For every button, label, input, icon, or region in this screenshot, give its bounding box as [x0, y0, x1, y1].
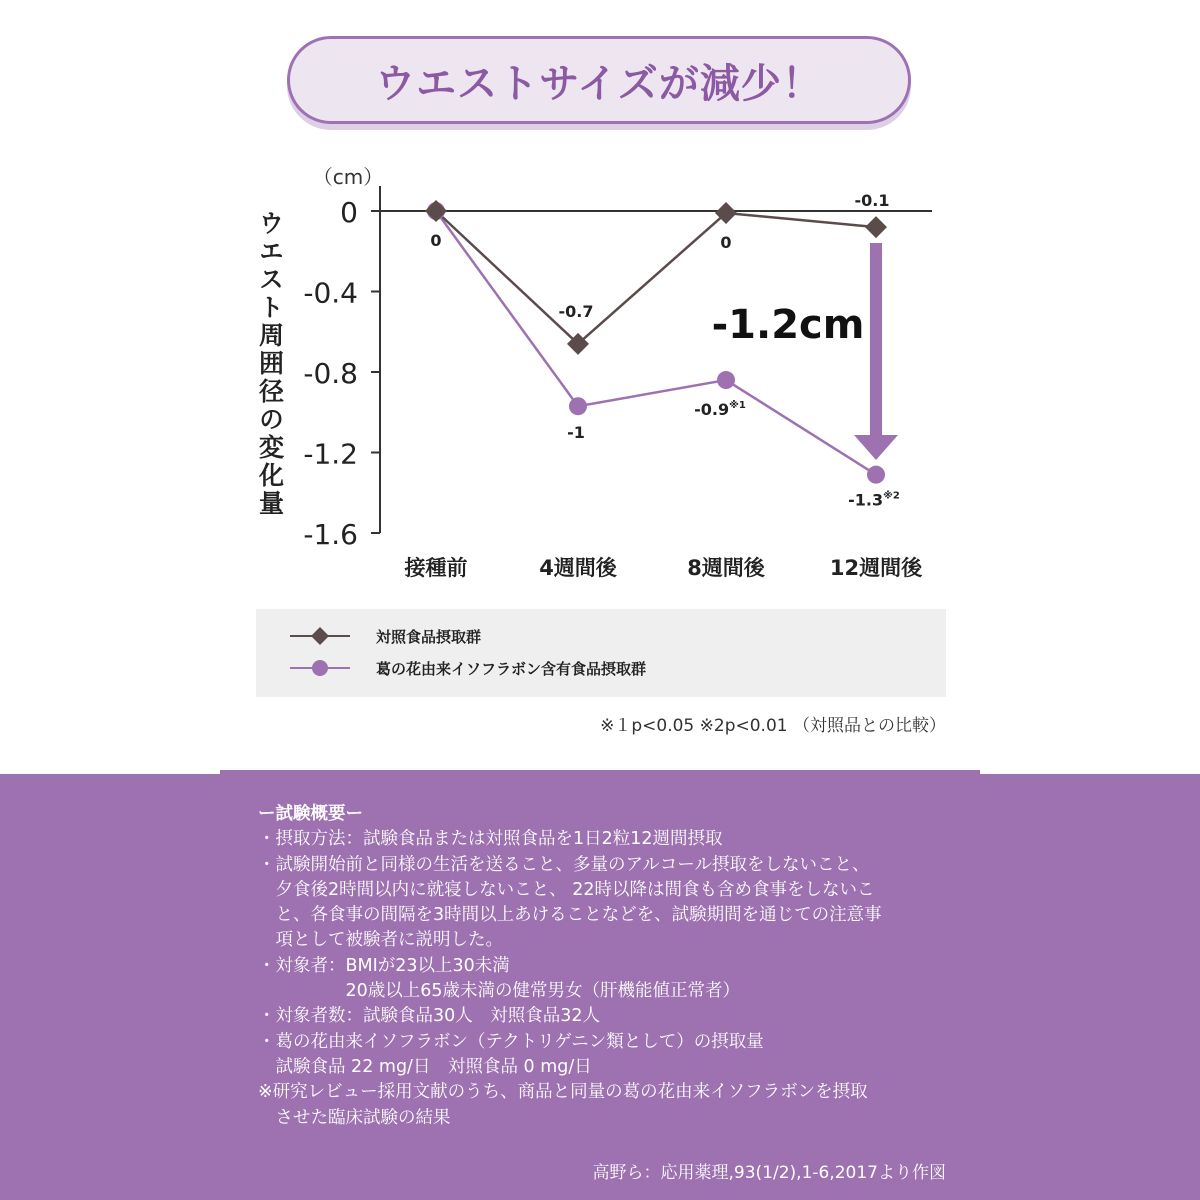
- y-tick-label: -1.6: [303, 518, 358, 551]
- summary-line: 夕食後2時間以内に就寝しないこと、 22時以降は間食も含め食事をしないこ: [258, 879, 875, 900]
- y-axis-title: ウエスト周囲径の変化量: [255, 210, 285, 518]
- summary-line: ・対象者：BMIが23以上30未満: [258, 955, 510, 976]
- data-label-control: 0: [430, 231, 442, 250]
- study-summary-text: [258, 802, 958, 1131]
- data-label-test: -1: [567, 423, 585, 443]
- data-label-control: -0.1: [854, 191, 890, 211]
- legend-label-control: 対照食品摂取群: [376, 627, 482, 646]
- y-tick-label: 0: [340, 196, 358, 229]
- data-label-control: -0.7: [558, 301, 594, 321]
- significance-footnote: ※１p<0.05 ※2p<0.01 （対照品との比較）: [600, 716, 946, 736]
- legend-circle-marker: [290, 656, 350, 680]
- summary-heading: ー試験概要ー: [258, 804, 363, 824]
- y-tick-label: -1.2: [303, 437, 358, 471]
- page-title: ウエストサイズが減少！: [375, 60, 823, 107]
- x-tick-label: 12週間後: [829, 556, 923, 580]
- waist-change-chart: [0, 150, 1200, 600]
- x-tick-label: 4週間後: [539, 556, 617, 580]
- arrow-shaft: [870, 243, 882, 440]
- series-control-point: [865, 216, 887, 238]
- summary-line: ・試験開始前と同様の生活を送ること、多量のアルコール摂取をしないこと、: [258, 854, 870, 875]
- significance-mark: ※1: [729, 400, 746, 412]
- divider: [0, 770, 220, 774]
- summary-line: と、各食事の間隔を3時間以上あけることなどを、試験期間を通じての注意事: [258, 905, 882, 926]
- data-label-test: -0.9$^{※1}$: [694, 400, 746, 420]
- y-tick-label: -0.4: [303, 276, 358, 310]
- summary-line: 項として被験者に説明した。: [258, 930, 503, 951]
- arrow-head: [854, 435, 898, 460]
- summary-line: ・対象者数：試験食品30人 対照食品32人: [258, 1006, 601, 1027]
- title-banner: [287, 36, 911, 124]
- citation: 高野ら：応用薬理,93(1/2),1-6,2017より作図: [592, 1163, 946, 1183]
- y-tick-label: -0.8: [303, 357, 358, 390]
- significance-mark: ※2: [883, 490, 900, 502]
- legend-item-test: [290, 656, 646, 680]
- legend-label-test: 葛の花由来イソフラボン含有食品摂取群: [376, 659, 647, 678]
- x-tick-label: 8週間後: [687, 556, 765, 580]
- summary-line: 20歳以上65歳未満の健常男女（肝機能値正常者）: [258, 981, 741, 1002]
- chart-legend: [256, 609, 946, 697]
- series-test-point: [569, 397, 587, 415]
- summary-line: ※研究レビュー採用文献のうち、商品と同量の葛の花由来イソフラボンを摂取: [258, 1082, 868, 1103]
- legend-item-control: [290, 624, 481, 648]
- data-label-control: 0: [720, 233, 732, 253]
- difference-annotation: -1.2cm: [711, 302, 865, 348]
- summary-line: ・摂取方法：試験食品または対照食品を1日2粒12週間摂取: [258, 829, 723, 850]
- study-summary-panel: [0, 770, 1200, 1200]
- data-label-test: -1.3$^{※2}$: [848, 490, 900, 510]
- series-test-point: [867, 466, 885, 484]
- summary-line: ・葛の花由来イソフラボン（テクトリゲニン類として）の摂取量: [258, 1031, 764, 1052]
- legend-diamond-marker: [290, 624, 350, 648]
- divider: [980, 770, 1200, 774]
- y-unit-label: （cm）: [312, 165, 384, 189]
- summary-line: させた臨床試験の結果: [258, 1107, 451, 1128]
- series-test-point: [717, 371, 735, 389]
- summary-line: 試験食品 22 mg/日 対照食品 0 mg/日: [258, 1056, 592, 1077]
- x-tick-label: 接種前: [404, 556, 468, 580]
